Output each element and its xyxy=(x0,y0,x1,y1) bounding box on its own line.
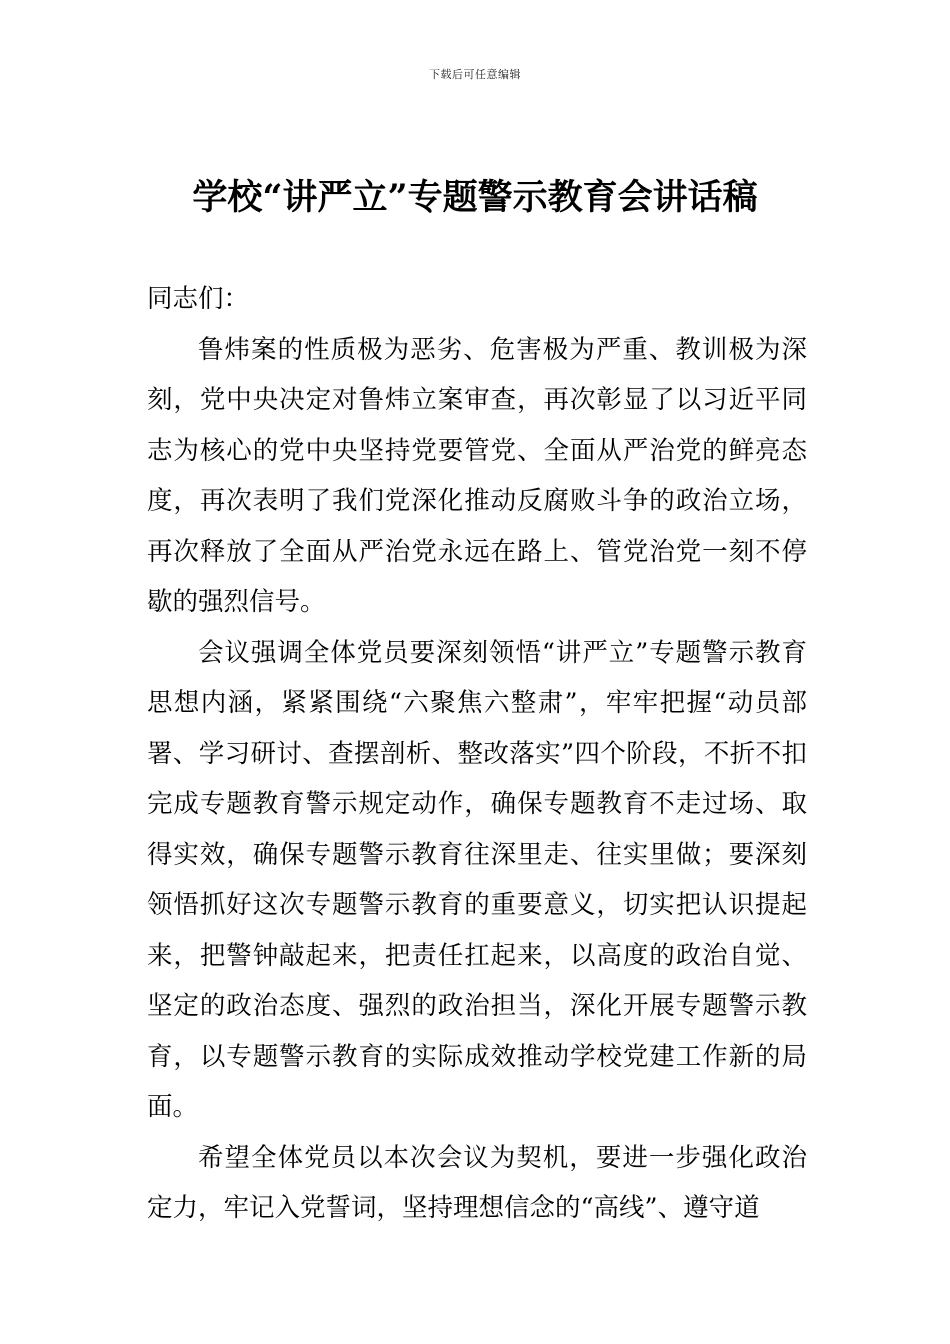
document-title: 学校“讲严立”专题警示教育会讲话稿 xyxy=(192,177,758,218)
paragraph-3: 希望全体党员以本次会议为契机，要进一步强化政治定力，牢记入党誓词，坚持理想信念的“高线”、遵守道 xyxy=(147,1142,807,1223)
header-note: 下载后可任意编辑 xyxy=(429,68,521,81)
document-body xyxy=(147,274,807,1234)
paragraph-1: 鲁炜案的性质极为恶劣、危害极为严重、教训极为深刻，党中央决定对鲁炜立案审查，再次彰显了以习近平同志为核心的党中央坚持党要管党、全面从严治党的鲜亮态度，再次表明了我们党深化推动反腐败斗争的政治立场，再次释放了全面从严治党永远在路上、管党治党一刻不停歇的强烈信号。 xyxy=(147,334,807,617)
salutation: 同志们： xyxy=(147,284,250,314)
paragraph-2: 会议强调全体党员要深刻领悟“讲严立”专题警示教育思想内涵，紧紧围绕“六聚焦六整肃”，牢牢把握“动员部署、学习研讨、查摆剖析、整改落实”四个阶段，不折不扣完成专题教育警示规定动作，确保专题教育不走过场、取得实效，确保专题警示教育往深里走、往实里做；要深刻领悟抓好这次专题警示教育的重要意义，切实把认识提起来，把警钟敲起来，把责任扛起来，以高度的政治自觉、坚定的政治态度、强烈的政治担当，深化开展专题警示教育，以专题警示教育的实际成效推动学校党建工作新的局面。 xyxy=(147,637,807,1122)
